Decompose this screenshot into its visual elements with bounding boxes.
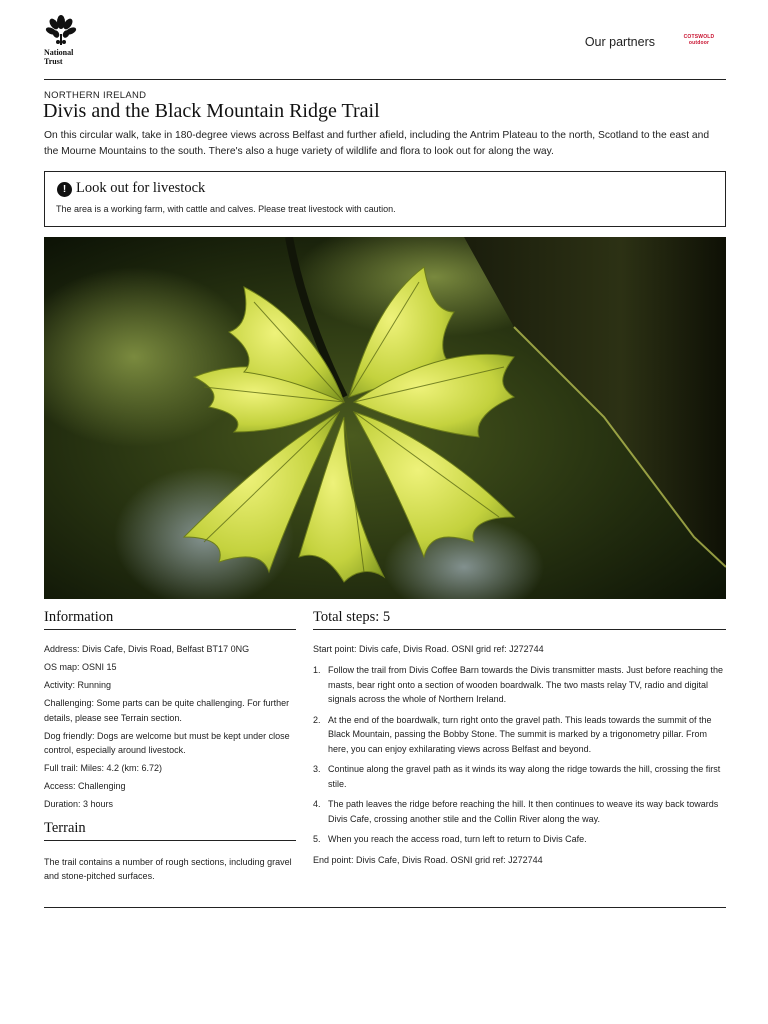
alert-title: Look out for livestock bbox=[76, 180, 206, 196]
step-item bbox=[313, 713, 726, 757]
intro-paragraph: On this circular walk, take in 180-degree views across Belfast and further afield, including the Antrim Plateau to the north, Scotland to the east and the Mourne Mountains to the south. There's also a huge variety of wildlife and flora to look out for along the way. bbox=[44, 130, 710, 157]
oak-leaves-photo bbox=[44, 237, 726, 599]
info-os-map: OS map: OSNI 15 bbox=[44, 662, 117, 672]
step-text: Follow the trail from Divis Coffee Barn towards the Divis transmitter masts. Just before reaching the masts, bear right onto a section of wooden boardwalk. The two masts relay TV, radio and digital signals across the whole of Northern Ireland. bbox=[328, 665, 723, 704]
step-text: At the end of the boardwalk, turn right onto the gravel path. This leads towards the summit of the Black Mountain, passing the Bobby Stone. The summit is marked by a trigonometry pillar. From here, you can enjoy exhilarating views across Belfast and beyond. bbox=[328, 714, 712, 754]
step-number: 4. bbox=[313, 799, 321, 809]
start-point: Start point: Divis cafe, Divis Road. OSNI grid ref: J272744 bbox=[313, 644, 544, 654]
header-divider bbox=[44, 79, 726, 80]
info-dog-friendly: Dog friendly: Dogs are welcome but must be kept under close control, especially around livestock. bbox=[44, 730, 290, 755]
logo-line-1: National bbox=[44, 48, 74, 57]
logo-line-2: Trust bbox=[44, 56, 63, 66]
logo-wordmark bbox=[44, 49, 73, 66]
info-duration: Duration: 3 hours bbox=[44, 799, 114, 809]
step-text: Continue along the gravel path as it winds its way along the ridge towards the hill, crossing the first stile. bbox=[328, 764, 721, 789]
info-address: Address: Divis Cafe, Divis Road, Belfast BT17 0NG bbox=[44, 644, 250, 654]
steps-heading: Total steps: 5 bbox=[313, 609, 726, 630]
page-title: Divis and the Black Mountain Ridge Trail bbox=[43, 100, 380, 122]
step-number: 3. bbox=[313, 764, 321, 774]
oak-leaf-icon bbox=[44, 14, 78, 48]
warning-icon: ! bbox=[57, 182, 72, 197]
steps-column bbox=[313, 609, 726, 867]
info-challenging: Challenging: Some parts can be quite challenging. For further details, please see Terrain section. bbox=[44, 698, 290, 723]
terrain-text: The trail contains a number of rough sections, including gravel and stone-pitched surfaces. bbox=[44, 856, 292, 881]
steps-list bbox=[313, 663, 726, 847]
step-number: 1. bbox=[313, 665, 321, 675]
page-header bbox=[44, 14, 726, 80]
terrain-heading: Terrain bbox=[44, 820, 296, 841]
national-trust-logo[interactable] bbox=[44, 14, 90, 68]
info-access: Access: Challenging bbox=[44, 781, 126, 791]
cotswold-outdoor-logo[interactable] bbox=[682, 34, 716, 48]
step-item bbox=[313, 797, 726, 826]
livestock-alert bbox=[44, 171, 726, 227]
end-point: End point: Divis Cafe, Divis Road. OSNI grid ref: J272744 bbox=[313, 854, 543, 865]
information-column bbox=[44, 609, 296, 884]
info-activity: Activity: Running bbox=[44, 680, 112, 690]
alert-text: The area is a working farm, with cattle and calves. Please treat livestock with caution. bbox=[56, 204, 396, 214]
step-number: 2. bbox=[313, 714, 321, 725]
step-item bbox=[313, 832, 726, 847]
information-heading: Information bbox=[44, 609, 296, 630]
partner-logo-line-2: outdoor bbox=[688, 40, 710, 46]
step-text: When you reach the access road, turn left to return to Divis Cafe. bbox=[328, 834, 587, 844]
our-partners-link[interactable]: Our partners bbox=[584, 35, 655, 49]
step-item bbox=[313, 762, 726, 791]
step-number: 5. bbox=[313, 834, 321, 844]
partner-logo-line-1: COTSWOLD bbox=[683, 34, 715, 40]
step-text: The path leaves the ridge before reaching the hill. It then continues to weave its way back towards Divis Cafe, crossing another stile and the Collin River along the way. bbox=[328, 799, 719, 824]
region-label: NORTHERN IRELAND bbox=[44, 90, 147, 101]
step-item bbox=[313, 663, 726, 707]
information-list bbox=[44, 642, 296, 812]
info-full-trail: Full trail: Miles: 4.2 (km: 6.72) bbox=[44, 763, 163, 773]
footer-divider bbox=[44, 907, 726, 908]
